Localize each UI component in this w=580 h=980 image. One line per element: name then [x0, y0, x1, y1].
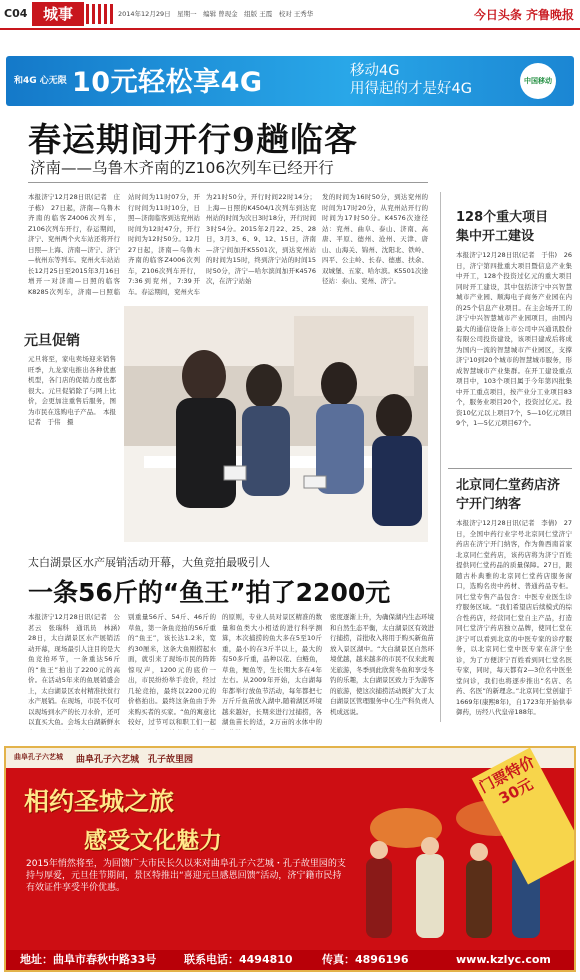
ad-description: 2015年悄然将至，为回馈广大市民长久以来对曲阜孔子六艺城・孔子故里园的支持与厚爱，元旦佳节期间，景区特推出“喜迎元旦感恩回馈”活动，济宁籍市民持有效证件享受半价优惠。	[26, 859, 346, 893]
ad-tagline	[350, 62, 472, 98]
ad-line-1: 移动4G	[350, 63, 400, 79]
article1-column-3: 为21时50分，开行时间22时14分；上海—日照的K4504/1次列车到达兖州站的时间为次日3时18分，开行时间3时54分。2015年2月22、25、28日，3月3、6、9、12、15日，济南—济宁间加开K5501次，到达兖州站的时间为15时，终到济宁站的时间15时50分，济宁—哈尔滨间加开K4576次，在济宁站始	[206, 193, 316, 285]
ad-slogan-1: 相约圣城之旅	[24, 787, 175, 816]
article2-column-4: 密度逐渐上升，为确保湖内生态环境和自然生态平衡，太白湖景区有效进行捕捞，首批收入将用于购买新鱼苗放入景区湖中。“大白湖景区自然环境优越，越来越多的市民不仅来此观光旅游，冬季到此欣赏冬鱼和享受冬钓的乐趣，太白湖景区致力于为游客的旅游，使这次捕捞活动既扩大了太白湖景区管理服务中心生产科负责人机成远说。	[330, 613, 434, 716]
project-headline: 128个重大项目集中开工建设	[456, 210, 549, 244]
china-mobile-logo: 中国移动	[520, 63, 556, 99]
pharmacy-text: 本报济宁12月28日讯(记者 李倩) 27日，全国中药行业字号北京同仁堂济宁药店在济宁开门纳客，作为鲁西南首家北京同仁堂药店，该药店将为济宁百姓提供同仁堂药品的质量保障。27日，跟随古朴典雅的北京同仁堂药店服务窗口，选购名贵中药材、普通药品专柜。同仁堂专售产品包含：中医专业医生诊疗服务区域。“我们希望店后续模式的综合性药店，经营同仁堂自主产品，打造同仁堂济宁药店独立品牌，使同仁堂在济宁可以看到北京的中医专家的诊疗服务，以北京同仁堂中医专家在济宁坐诊，为了方便济宁百姓看到同仁堂名医专家，同时，每天都有2—3位名中医坐堂问诊，我们也将逐步推出“名店、名药、名医”的新理念。”北京同仁堂创建于1669年(康熙8年)，自1723年开始供奉御药，历经八代皇帝188年。	[456, 519, 572, 716]
article1-column-1: 本报济宁12月28日讯(记者 庄子栋) 27日起，济南—乌鲁木齐南的临客Z4006次列车，Z106次列车开行，春运期间，济宁、兖州两个火车站还将开行日照—上海、济南—济宁、济宁—杭州东等列车。兖州火车站站长12月25日至2015年3月16日增开一对济南—日照的临客K8285次列车，济南—日照临	[28, 193, 120, 296]
ticket-price-badge: 门票特价30元	[472, 748, 576, 885]
main-subheadline: 济南——乌鲁木齐南的Z106次列车已经开行	[30, 159, 334, 177]
project-text: 本报济宁12月28日讯(记者 于伟) 26日，济宁第四批重大项目暨信息产业集中开工，128个投资过亿元的重大项目同时开工建设，其中包括济宁中兴智慧城市产业园、顺海电子商务产业园在内的25个信息产业项目。在主会场开工的济宁中兴智慧城市产业园项目，由国内最大的通信设备上市公司中兴通讯股份有限公司投资建设，该项目建成后将成为国内一流的智慧城市产业园区，支撑济宁10到20个城市的智慧城市服务，形成智慧城市产业集群。在开工建设重点项目中，103个项目属于今年第四批集中开工重点项目，按产业分工业项目83个，服务业项目20个，投资过亿元。投资10亿元以上项目7个，5—10亿元项目9个，1—5亿元项目67个。	[456, 251, 572, 427]
photo-caption: 太白湖景区水产展销活动开幕，大鱼竞拍最吸引人	[28, 556, 270, 569]
edition-meta: 2014年12月29日 星期一 编辑 曾现金 组版 王霞 校对 王秀华	[118, 10, 314, 18]
masthead	[0, 0, 580, 30]
main-headline: 春运期间开行9趟临客	[28, 120, 358, 159]
ad-phone: 联系电话：4494810	[184, 953, 293, 966]
ad-website[interactable]: www.kzlyc.com	[456, 953, 551, 966]
ad-brand-bar	[6, 748, 574, 768]
article2-column-1: 本报济宁12月28日讯(记者 公茗云 张瑞科 通讯员 林涵) 28日，太白湖景区水产展销活动开幕，现场最引人注目的是大鱼竞拍环节，一条重达56斤的“鱼王”拍出了2200元的高价。在活动5年来的鱼展销盛会上，太白湖景区农村精准扶贫行水产展销。在现场，市民不仅可以现场到水产的长刀水价，还可以直买大鱼。会场太白湖新鲜水	[28, 613, 120, 726]
article2-column-3: 的原则，专业人员对景区精准的数量和鱼类大小相适的进行科学测算，本次捕捞的鱼大多在5至10斤重，最小的在3斤半以上，最大的有50多斤重，品种以花、白鲢鱼，草鱼，鲤鱼等，生长期大多在4年左右。从2009年开始，太白湖每年都举行放鱼节活动，每年都把七万斤斤鱼苗放入湖中,随着湖区环境越来越好，长期来进行过捕捞，各湖鱼苗长的适，2万亩的水体中的	[222, 613, 322, 726]
column-divider	[440, 192, 441, 722]
promo-title: 元旦促销	[24, 333, 80, 349]
divider	[28, 182, 428, 183]
electronics-store-photo	[124, 306, 428, 542]
ad-fax: 传真：4896196	[322, 953, 409, 966]
ad-line-2: 用得起的才是好4G	[350, 81, 472, 97]
promo-text: 元旦将至，家电卖场迎来销售旺季，九龙家电推出各种优惠机型，各门店的促销力度也都很大。元旦促销除了与网上比价，会更加注重售后服务，图为市民在选购电子产品。 本报记者 于伟 摄	[28, 355, 116, 426]
page-number: C04	[4, 7, 28, 20]
newspaper-brand: 今日头条 齐鲁晚报	[473, 8, 574, 22]
section-tag: 城事	[32, 2, 84, 26]
article2-column-2: 别重量56斤、54斤、46斤的草鱼，第一条鱼竞拍的56斤重的“鱼王”，该长达1.2米，宽约30厘米，这条大鱼刚捞起水面，就引来了现场市民的阵阵惊叹声，1200元的底价一出，市民纷纷举手竞价，经过几轮竞拍，最终以2200元的价格拍出。最终这条鱼由于外来购买者的买家。“鱼的寓意比较好，过节可以和职工们一起	[128, 613, 216, 726]
ad-brand-name: 曲阜孔子六艺城 孔子故里园	[76, 755, 194, 765]
ad-logo: 和4G 心无限	[14, 76, 67, 86]
pharmacy-headline: 北京同仁堂药店济宁开门纳客	[456, 478, 561, 512]
ad-main-slogan: 10元轻松享4G	[72, 67, 263, 98]
ad-address: 地址：曲阜市春秋中路33号	[20, 953, 157, 966]
confucius-park-ad[interactable]	[4, 746, 576, 972]
ad-contact-bar	[6, 950, 574, 970]
article1-column-4: 发的时间为16时50分，到达兖州的时间为17时20分，从兖州站开行的时间为17时50分。K4576次途径站：兖州、曲阜、泰山、济南、高唐、平原、德州、沧州、天津、唐山、山海关、锦州、沈阳北、铁岭、四平、公主岭、长春、德惠、扶余、双城堡、五家、哈尔滨。K5501次途径站：泰山、兖州、济宁。	[322, 193, 428, 285]
ad-slogan-2: 感受文化魅力	[84, 827, 222, 854]
article1-column-2: 站时间为11时07分，开行时间为11时10分，日照—济南临客到达兖州站时间为12时47分，开行时间为12时50分。12月27日起，济南—乌鲁木齐南的临客Z4006次列车，Z106次列车开行，7:36到兖州，7:39开车。春运期间，兖州火车	[128, 193, 200, 296]
mobile-4g-ad[interactable]	[6, 56, 574, 106]
side-divider	[448, 468, 572, 469]
decorative-stripes	[86, 4, 114, 24]
ad-brand-small: 曲阜孔子六艺城	[14, 753, 63, 761]
fish-king-headline: 一条56斤的“鱼王”拍了2200元	[28, 578, 391, 607]
